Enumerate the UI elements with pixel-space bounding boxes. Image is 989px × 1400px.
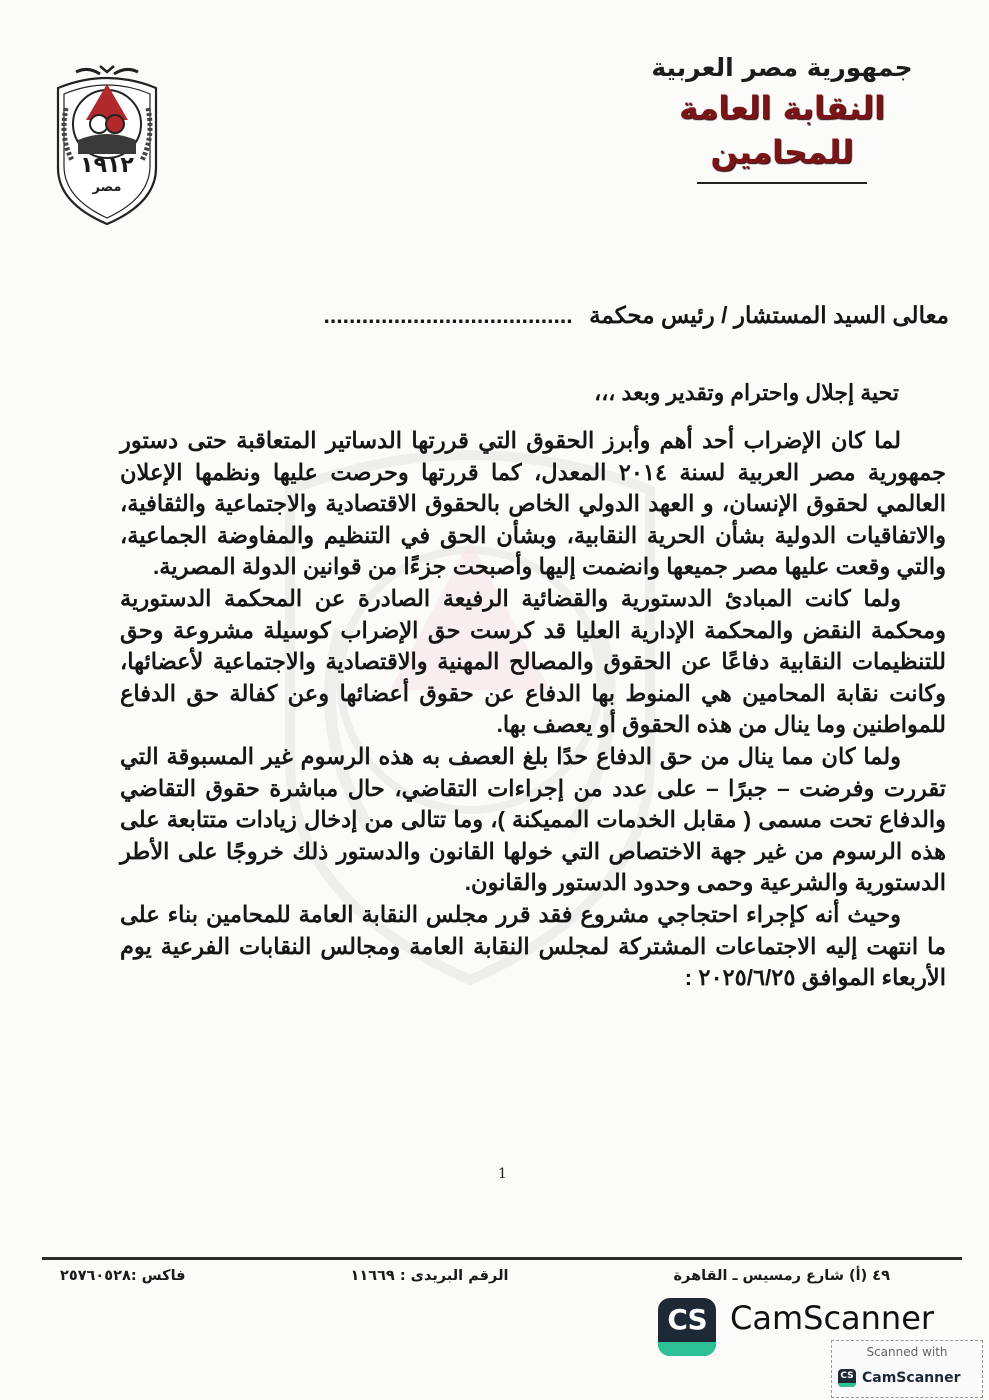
body-paragraph: وحيث أنه كإجراء احتجاجي مشروع فقد قرر مجلس النقابة العامة للمحامين بناء على ما انتهت إليه الاجتماعات المشتركة لمجلس النقابة العامة ومجالس النقابات الفرعية يوم الأربعاء الموافق ٢٠٢٥/٦/٢٥ : (120, 901, 946, 991)
addressee-text: معالى السيد المستشار / رئيس محكمة (589, 302, 949, 328)
letterhead-country: جمهورية مصر العربية (651, 53, 913, 82)
page-number: 1 (498, 1166, 507, 1182)
footer-address: ٤٩ (أ) شارع رمسيس ـ القاهرة (673, 1268, 890, 1284)
letterhead-organization: النقابة العامة للمحامين (679, 89, 885, 171)
stamp-label: Scanned with (866, 1345, 948, 1359)
letter-body (120, 425, 946, 994)
footer (60, 1266, 890, 1286)
footer-divider (42, 1257, 962, 1260)
body-paragraph: ولما كان مما ينال من حق الدفاع حدًا بلغ العصف به هذه الرسوم غير المسبوقة التي تقررت وفرضت – جبرًا – على عدد من إجراءات التقاضي، حال مباشرة حقوق التقاضي والدفاع تحت مسمى ( مقابل الخدمات المميكنة )، وما تتالى من إدخال زيادات متتابعة على هذه الرسوم من غير جهة الاختصاص التي خولها القانون والدستور ذلك خروجًا على الأطر الدستورية والشرعية وحمى وحدود الدستور والقانون. (120, 743, 946, 896)
greeting: تحية إجلال واحترام وتقدير وبعد ،،، (594, 380, 899, 405)
letterhead-underline (697, 182, 867, 184)
letterhead (617, 50, 947, 184)
logo-year: ١٩١٢ (80, 153, 134, 178)
footer-fax: فاكس :٢٥٧٦٠٥٢٨ (60, 1268, 186, 1284)
body-paragraph: لما كان الإضراب أحد أهم وأبرز الحقوق التي قررتها الدساتير المتعاقبة حتى دستور جمهورية مصر العربية لسنة ٢٠١٤ المعدل، كما قررتها وحرصت عليها ونظمها الإعلان العالمي لحقوق الإنسان، و العهد الدولي الخاص بالحقوق الاقتصادية والاجتماعية والثقافية، والاتفاقيات الدولية بشأن الحرية النقابية، وبشأن الحق في التنظيم والمفاوضة الجماعية، والتي وقعت عليها مصر جميعها وانضمت إليها وأصبحت جزءًا من قوانين الدولة المصرية. (120, 428, 946, 580)
addressee-line (323, 300, 949, 330)
camscanner-logo-text: CS (667, 1303, 707, 1336)
addressee-blank: ....................................... (323, 302, 573, 328)
camscanner-logo-icon (658, 1298, 716, 1356)
camscanner-mini-logo-icon: CS (838, 1369, 856, 1387)
scanned-with-stamp (831, 1340, 983, 1398)
emblem-icon (48, 58, 166, 226)
syndicate-logo (48, 58, 166, 226)
camscanner-brand-name: CamScanner (730, 1299, 935, 1337)
body-paragraph: ولما كانت المبادئ الدستورية والقضائية الرفيعة الصادرة عن المحكمة الدستورية ومحكمة النقض والمحكمة الإدارية العليا قد كرست حق الإضراب كوسيلة مشروعة وحق للتنظيمات النقابية دفاعًا عن الحقوق والمصالح المهنية والاقتصادية والاجتماعية لأعضائها، وكانت نقابة المحامين هي المنوط بها الدفاع عن حقوق أعضائها وعن كفالة حق الدفاع للمواطنين وما ينال من هذه الحقوق أو يعصف بها. (120, 585, 946, 738)
logo-country: مصر (92, 180, 122, 195)
footer-postal-code: الرقم البريدى : ١١٦٦٩ (350, 1268, 509, 1284)
stamp-brand-name: CamScanner (862, 1370, 961, 1386)
